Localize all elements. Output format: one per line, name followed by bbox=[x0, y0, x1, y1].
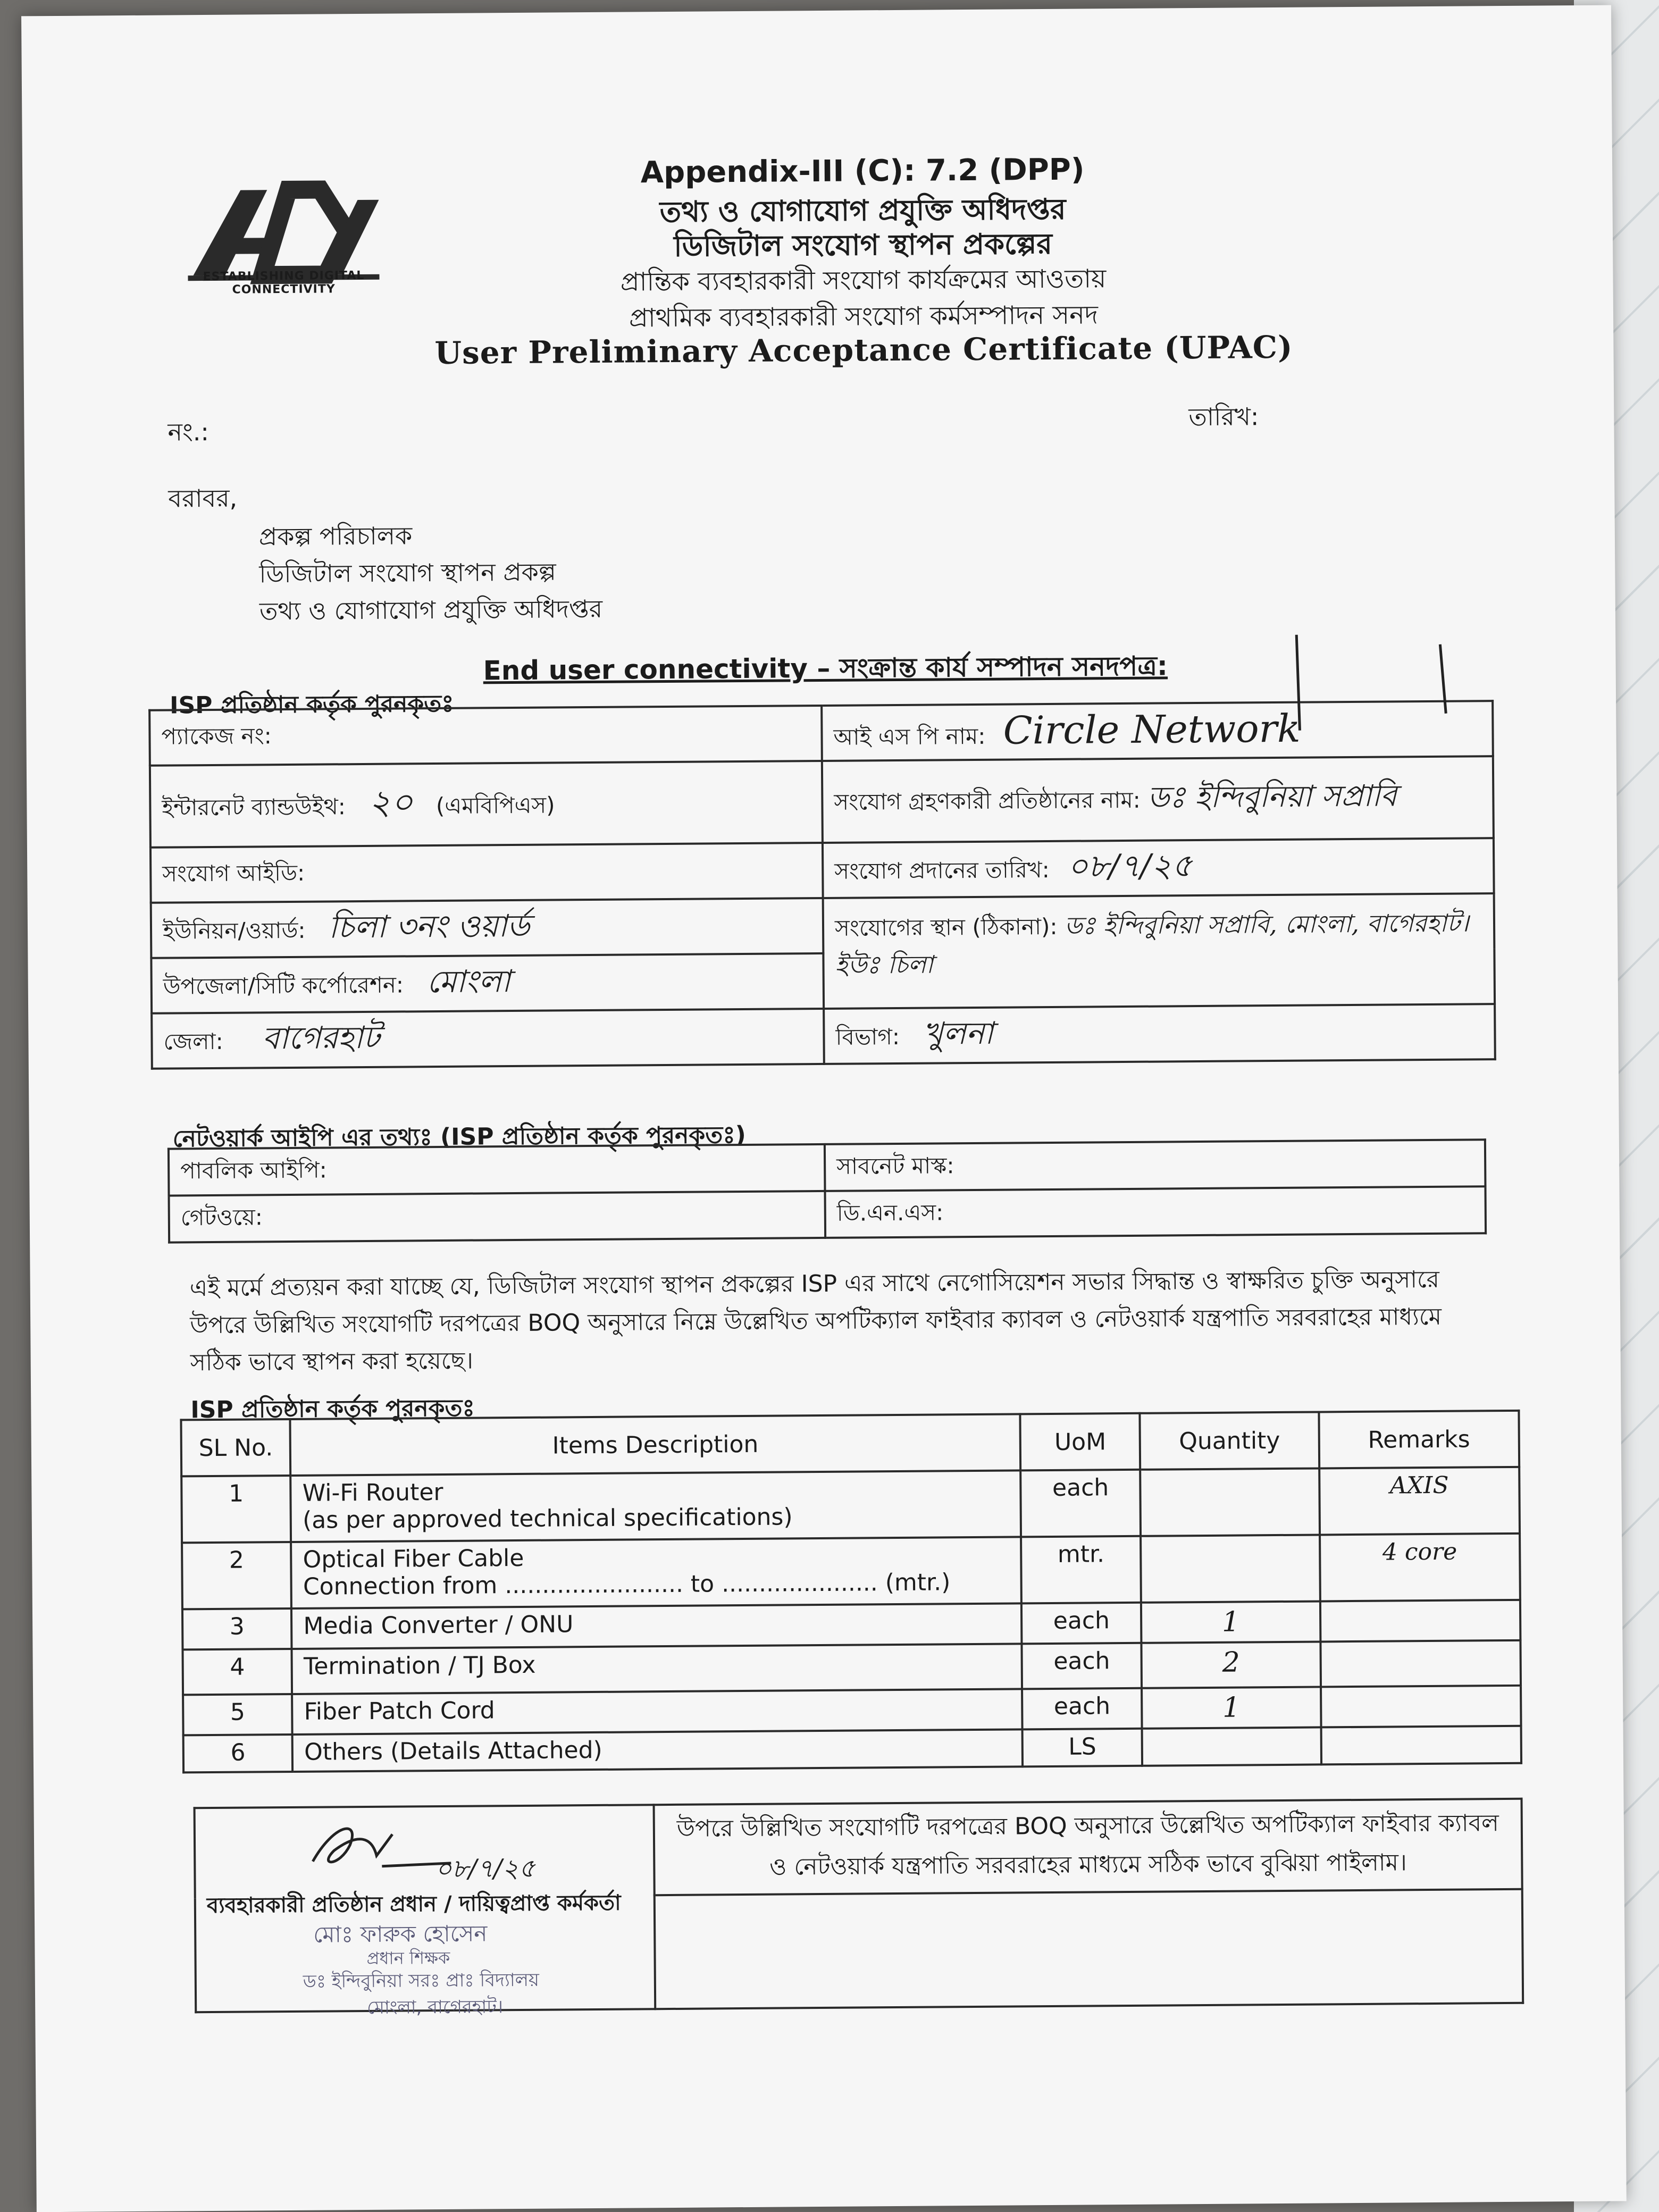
isp-name-label: আই এস পি নাম: bbox=[833, 723, 986, 750]
connection-id-label: সংযোগ আইডি: bbox=[162, 859, 305, 887]
description-cell bbox=[291, 1537, 1021, 1608]
division-value: খুলনা bbox=[923, 1015, 994, 1052]
receiver-label: সংযোগ গ্রহণকারী প্রতিষ্ঠানের নাম: bbox=[834, 786, 1141, 815]
col-sl: SL No. bbox=[181, 1419, 290, 1476]
date-label: তারিখ: bbox=[1188, 402, 1259, 432]
location-cell bbox=[823, 893, 1495, 1009]
bandwidth-cell bbox=[150, 761, 823, 848]
description-sub: (as per approved technical specifications) bbox=[302, 1503, 793, 1534]
receiver-cell bbox=[822, 756, 1494, 843]
addressee-line-2: ডিজিটাল সংযোগ স্থাপন প্রকল্প bbox=[259, 557, 556, 589]
division-label: বিভাগ: bbox=[835, 1023, 900, 1050]
department-heading: তথ্য ও যোগাযোগ প্রযুক্তি অধিদপ্তর bbox=[659, 192, 1066, 229]
network-section-label: নেটওয়ার্ক আইপি এর তথ্যঃ (ISP প্রতিষ্ঠান কর্তৃক পুরনকৃতঃ) bbox=[172, 1121, 746, 1153]
description-sub: Connection from ........................ to ..................... (mtr.) bbox=[303, 1569, 951, 1601]
isp-name-value: Circle Network bbox=[1003, 706, 1301, 753]
network-ip-table bbox=[167, 1138, 1487, 1243]
division-cell bbox=[824, 1004, 1495, 1064]
location-label: সংযোগের স্থান (ঠিকানা): bbox=[834, 913, 1058, 941]
signature-cell bbox=[195, 1805, 656, 2018]
connection-date-cell bbox=[823, 838, 1494, 898]
description-cell: Fiber Patch Cord bbox=[292, 1689, 1022, 1735]
description-cell: Media Converter / ONU bbox=[291, 1603, 1021, 1649]
stamp-name: মোঃ ফারুক হোসেন bbox=[313, 1920, 488, 1948]
remarks-cell: 4 core bbox=[1320, 1534, 1520, 1602]
addressee-line-1: প্রকল্প পরিচালক bbox=[258, 521, 413, 551]
quantity-cell: 1 bbox=[1141, 1601, 1320, 1643]
gateway-label: গেটওয়ে: bbox=[180, 1203, 263, 1230]
connection-date-label: সংযোগ প্রদানের তারিখ: bbox=[834, 856, 1050, 884]
connection-id-cell bbox=[150, 843, 823, 903]
pen-stroke-icon bbox=[1249, 633, 1472, 736]
uom-cell: LS bbox=[1023, 1729, 1143, 1767]
upazila-cell bbox=[151, 953, 824, 1013]
end-user-title: End user connectivity – সংক্রান্ত কার্য সম্পাদন সনদপত্র: bbox=[483, 650, 1168, 686]
stamp-place: মোংলা, বাগেরহাট। bbox=[367, 1996, 504, 2018]
remarks-cell bbox=[1320, 1600, 1520, 1642]
reference-number-label: নং.: bbox=[167, 417, 210, 447]
district-value: বাগেরহাট bbox=[262, 1019, 380, 1056]
union-cell bbox=[151, 898, 824, 958]
uom-cell: each bbox=[1021, 1603, 1142, 1644]
subnet-label: সাবনেট মাস্ক: bbox=[836, 1152, 954, 1179]
remarks-cell bbox=[1321, 1686, 1521, 1728]
project-heading: ডিজিটাল সংযোগ স্থাপন প্রকল্পের bbox=[673, 227, 1053, 263]
signature-date: ০৮/৭/২৫ bbox=[435, 1853, 535, 1884]
signature-table bbox=[194, 1798, 1524, 2018]
public-ip-cell bbox=[169, 1144, 825, 1196]
remarks-cell bbox=[1320, 1640, 1521, 1687]
description-cell bbox=[291, 1470, 1021, 1542]
sl-cell: 3 bbox=[182, 1608, 292, 1649]
description-cell: Termination / TJ Box bbox=[292, 1644, 1022, 1694]
addressee-to: বরাবর, bbox=[168, 483, 238, 513]
logo-caption: ESTABLISHING DIGITAL CONNECTIVITY bbox=[203, 269, 365, 297]
quantity-cell bbox=[1141, 1535, 1320, 1602]
quantity-cell: 1 bbox=[1142, 1687, 1321, 1728]
sl-cell: 5 bbox=[183, 1694, 292, 1735]
dns-cell bbox=[825, 1186, 1486, 1238]
acknowledgement-cell: উপরে উল্লিখিত সংযোগটি দরপত্রের BOQ অনুসারে উল্লেখিত অপটিক্যাল ফাইবার ক্যাবল ও নেটওয়ার্ক যন্ত্রপাতি সরবরাহের মাধ্যমে সঠিক ভাবে বুঝিয়া পাইলাম। bbox=[654, 1799, 1522, 1895]
col-quantity: Quantity bbox=[1140, 1412, 1319, 1469]
remarks-cell: AXIS bbox=[1319, 1467, 1520, 1535]
district-label: জেলা: bbox=[163, 1028, 223, 1055]
upazila-value: মোংলা bbox=[426, 962, 511, 1000]
bandwidth-unit: (এমবিপিএস) bbox=[435, 791, 555, 819]
description-cell: Others (Details Attached) bbox=[292, 1729, 1023, 1772]
bandwidth-label: ইন্টারনেট ব্যান্ডউইথ: bbox=[162, 793, 346, 821]
stamp-title: প্রধান শিক্ষক bbox=[366, 1947, 450, 1968]
col-description: Items Description bbox=[290, 1414, 1020, 1476]
sl-cell: 4 bbox=[182, 1649, 292, 1695]
district-cell bbox=[152, 1009, 824, 1069]
items-header-row bbox=[181, 1411, 1519, 1477]
description-text: Optical Fiber Cable bbox=[303, 1544, 524, 1573]
receiver-value: ডঃ ইন্দিবুনিয়া সপ্রাবি bbox=[1147, 778, 1397, 815]
union-label: ইউনিয়ন/ওয়ার্ড: bbox=[162, 917, 306, 944]
items-table bbox=[180, 1410, 1522, 1774]
uom-cell: each bbox=[1020, 1470, 1141, 1537]
isp-section-label-2: ISP প্রতিষ্ঠান কর্তৃক পুরনকৃতঃ bbox=[190, 1394, 475, 1424]
uom-cell: each bbox=[1021, 1643, 1142, 1689]
table-row bbox=[182, 1534, 1520, 1610]
quantity-cell bbox=[1142, 1727, 1321, 1765]
certificate-bn-heading: প্রাথমিক ব্যবহারকারী সংযোগ কর্মসম্পাদন সনদ bbox=[629, 300, 1099, 333]
bandwidth-value: ২০ bbox=[368, 782, 413, 823]
appendix-heading: Appendix-III (C): 7.2 (DPP) bbox=[640, 152, 1085, 190]
certification-paragraph: এই মর্মে প্রত্যয়ন করা যাচ্ছে যে, ডিজিটাল সংযোগ স্থাপন প্রকল্পের ISP এর সাথে নেগোসিয়েশন সভার সিদ্ধান্ত ও স্বাক্ষরিত চুক্তি অনুসারে উপরে উল্লিখিত সংযোগটি দরপত্রের BOQ অনুসারে নিম্নে উল্লেখিত অপটিক্যাল ফাইবার ক্যাবল ও নেটওয়ার্ক যন্ত্রপাতি সরবরাহের মাধ্যমে সঠিক ভাবে স্থাপন করা হয়েছে। bbox=[189, 1266, 1442, 1377]
scope-heading: প্রান্তিক ব্যবহারকারী সংযোগ কার্যক্রমের আওতায় bbox=[620, 264, 1107, 297]
isp-section-label: ISP প্রতিষ্ঠান কর্তৃক পুরনকৃতঃ bbox=[169, 690, 454, 719]
acknowledgement-blank-cell bbox=[655, 1889, 1523, 2009]
uom-cell: mtr. bbox=[1021, 1536, 1141, 1604]
uom-cell: each bbox=[1022, 1688, 1142, 1730]
upazila-label: উপজেলা/সিটি কর্পোরেশন: bbox=[163, 971, 404, 1000]
public-ip-label: পাবলিক আইপি: bbox=[180, 1156, 327, 1184]
isp-info-table bbox=[148, 700, 1496, 1070]
subnet-cell bbox=[825, 1139, 1486, 1191]
col-uom: UoM bbox=[1020, 1413, 1140, 1471]
sl-cell: 2 bbox=[182, 1542, 291, 1609]
sl-cell: 1 bbox=[181, 1476, 291, 1543]
union-value: চিলা ৩নং ওয়ার্ড bbox=[328, 907, 530, 945]
connection-date-value: ০৮/৭/২৫ bbox=[1067, 847, 1193, 885]
col-remarks: Remarks bbox=[1319, 1411, 1519, 1469]
certificate-en-heading: User Preliminary Acceptance Certificate (UPAC) bbox=[434, 329, 1293, 372]
certificate-page bbox=[21, 5, 1627, 2212]
signer-label: ব্যবহারকারী প্রতিষ্ঠান প্রধান / দায়িত্বপ্রাপ্ত কর্মকর্তা bbox=[206, 1890, 621, 1918]
addressee-line-3: তথ্য ও যোগাযোগ প্রযুক্তি অধিদপ্তর bbox=[259, 594, 603, 626]
description-text: Wi-Fi Router bbox=[302, 1478, 443, 1507]
dns-label: ডি.এন.এস: bbox=[836, 1199, 944, 1226]
sl-cell: 6 bbox=[183, 1735, 293, 1772]
quantity-cell bbox=[1141, 1468, 1320, 1536]
remarks-cell bbox=[1321, 1726, 1521, 1765]
gateway-cell bbox=[169, 1191, 826, 1243]
location-value: ডঃ ইন্দিবুনিয়া সপ্রাবি, মোংলা, বাগেরহাট। ইউঃ চিলা bbox=[835, 908, 1469, 979]
package-cell bbox=[149, 706, 822, 766]
table-row bbox=[181, 1467, 1520, 1543]
package-label: প্যাকেজ নং: bbox=[161, 722, 272, 750]
quantity-cell: 2 bbox=[1142, 1641, 1321, 1688]
stamp-school: ডঃ ইন্দিবুনিয়া সরঃ প্রাঃ বিদ্যালয় bbox=[303, 1969, 540, 1992]
